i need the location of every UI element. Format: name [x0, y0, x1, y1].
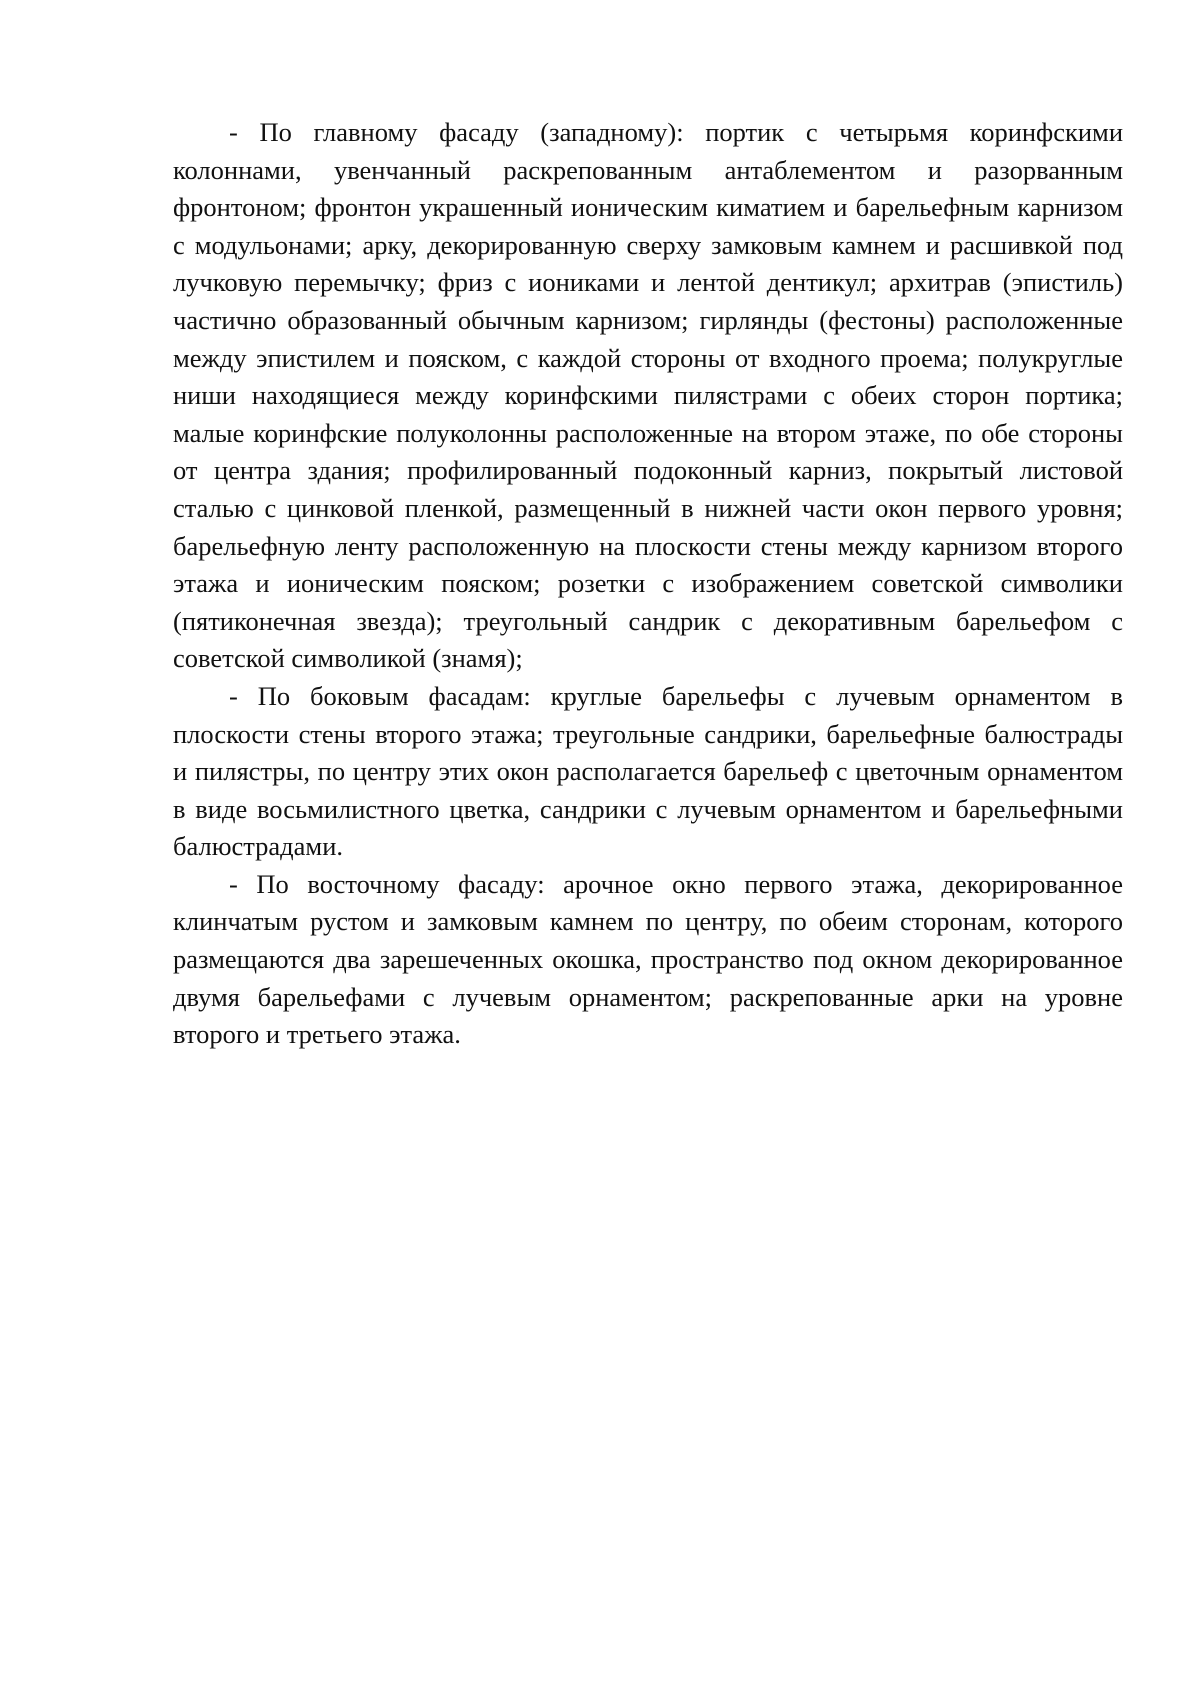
paragraph-main-facade: - По главному фасаду (западному): портик с четырьмя коринфскими колоннами, увенчанный раскрепованным антаблементом и разорванным фронтоном; фронтон украшенный ионическим киматием и барельефным карнизом с модульонами; арку, декорированную сверху замковым камнем и расшивкой под лучковую перемычку; фриз с иониками и лентой дентикул; архитрав (эпистиль) частично образованный обычным карнизом; гирлянды (фестоны) расположенные между эпистилем и пояском, с каждой стороны от входного проема; полукруглые ниши находящиеся между коринфскими пилястрами с обеих сторон портика; малые коринфские полуколонны расположенные на втором этаже, по обе стороны от центра здания; профилированный подоконный карниз, покрытый листовой сталью с цинковой пленкой, размещенный в нижней части окон первого уровня; барельефную ленту расположенную на плоскости стены между карнизом второго этажа и ионическим пояском; розетки с изображением советской символики (пятиконечная звезда); треугольный сандрик с декоративным барельефом с советской символикой (знамя); [173, 117, 1123, 674]
paragraph-east-facade: - По восточному фасаду: арочное окно первого этажа, декорированное клинчатым рустом и замковым камнем по центру, по обеим сторонам, которого размещаются два зарешеченных окошка, пространство под окном декорированное двумя барельефами с лучевым орнаментом; раскрепованные арки на уровне второго и третьего этажа. [173, 868, 1123, 1050]
document-body [173, 114, 1123, 1054]
paragraph-side-facades: - По боковым фасадам: круглые барельефы с лучевым орнаментом в плоскости стены второго этажа; треугольные сандрики, барельефные балюстрады и пилястры, по центру этих окон располагается барельеф с цветочным орнаментом в виде восьмилистного цветка, сандрики с лучевым орнаментом и барельефными балюстрадами. [173, 680, 1123, 862]
